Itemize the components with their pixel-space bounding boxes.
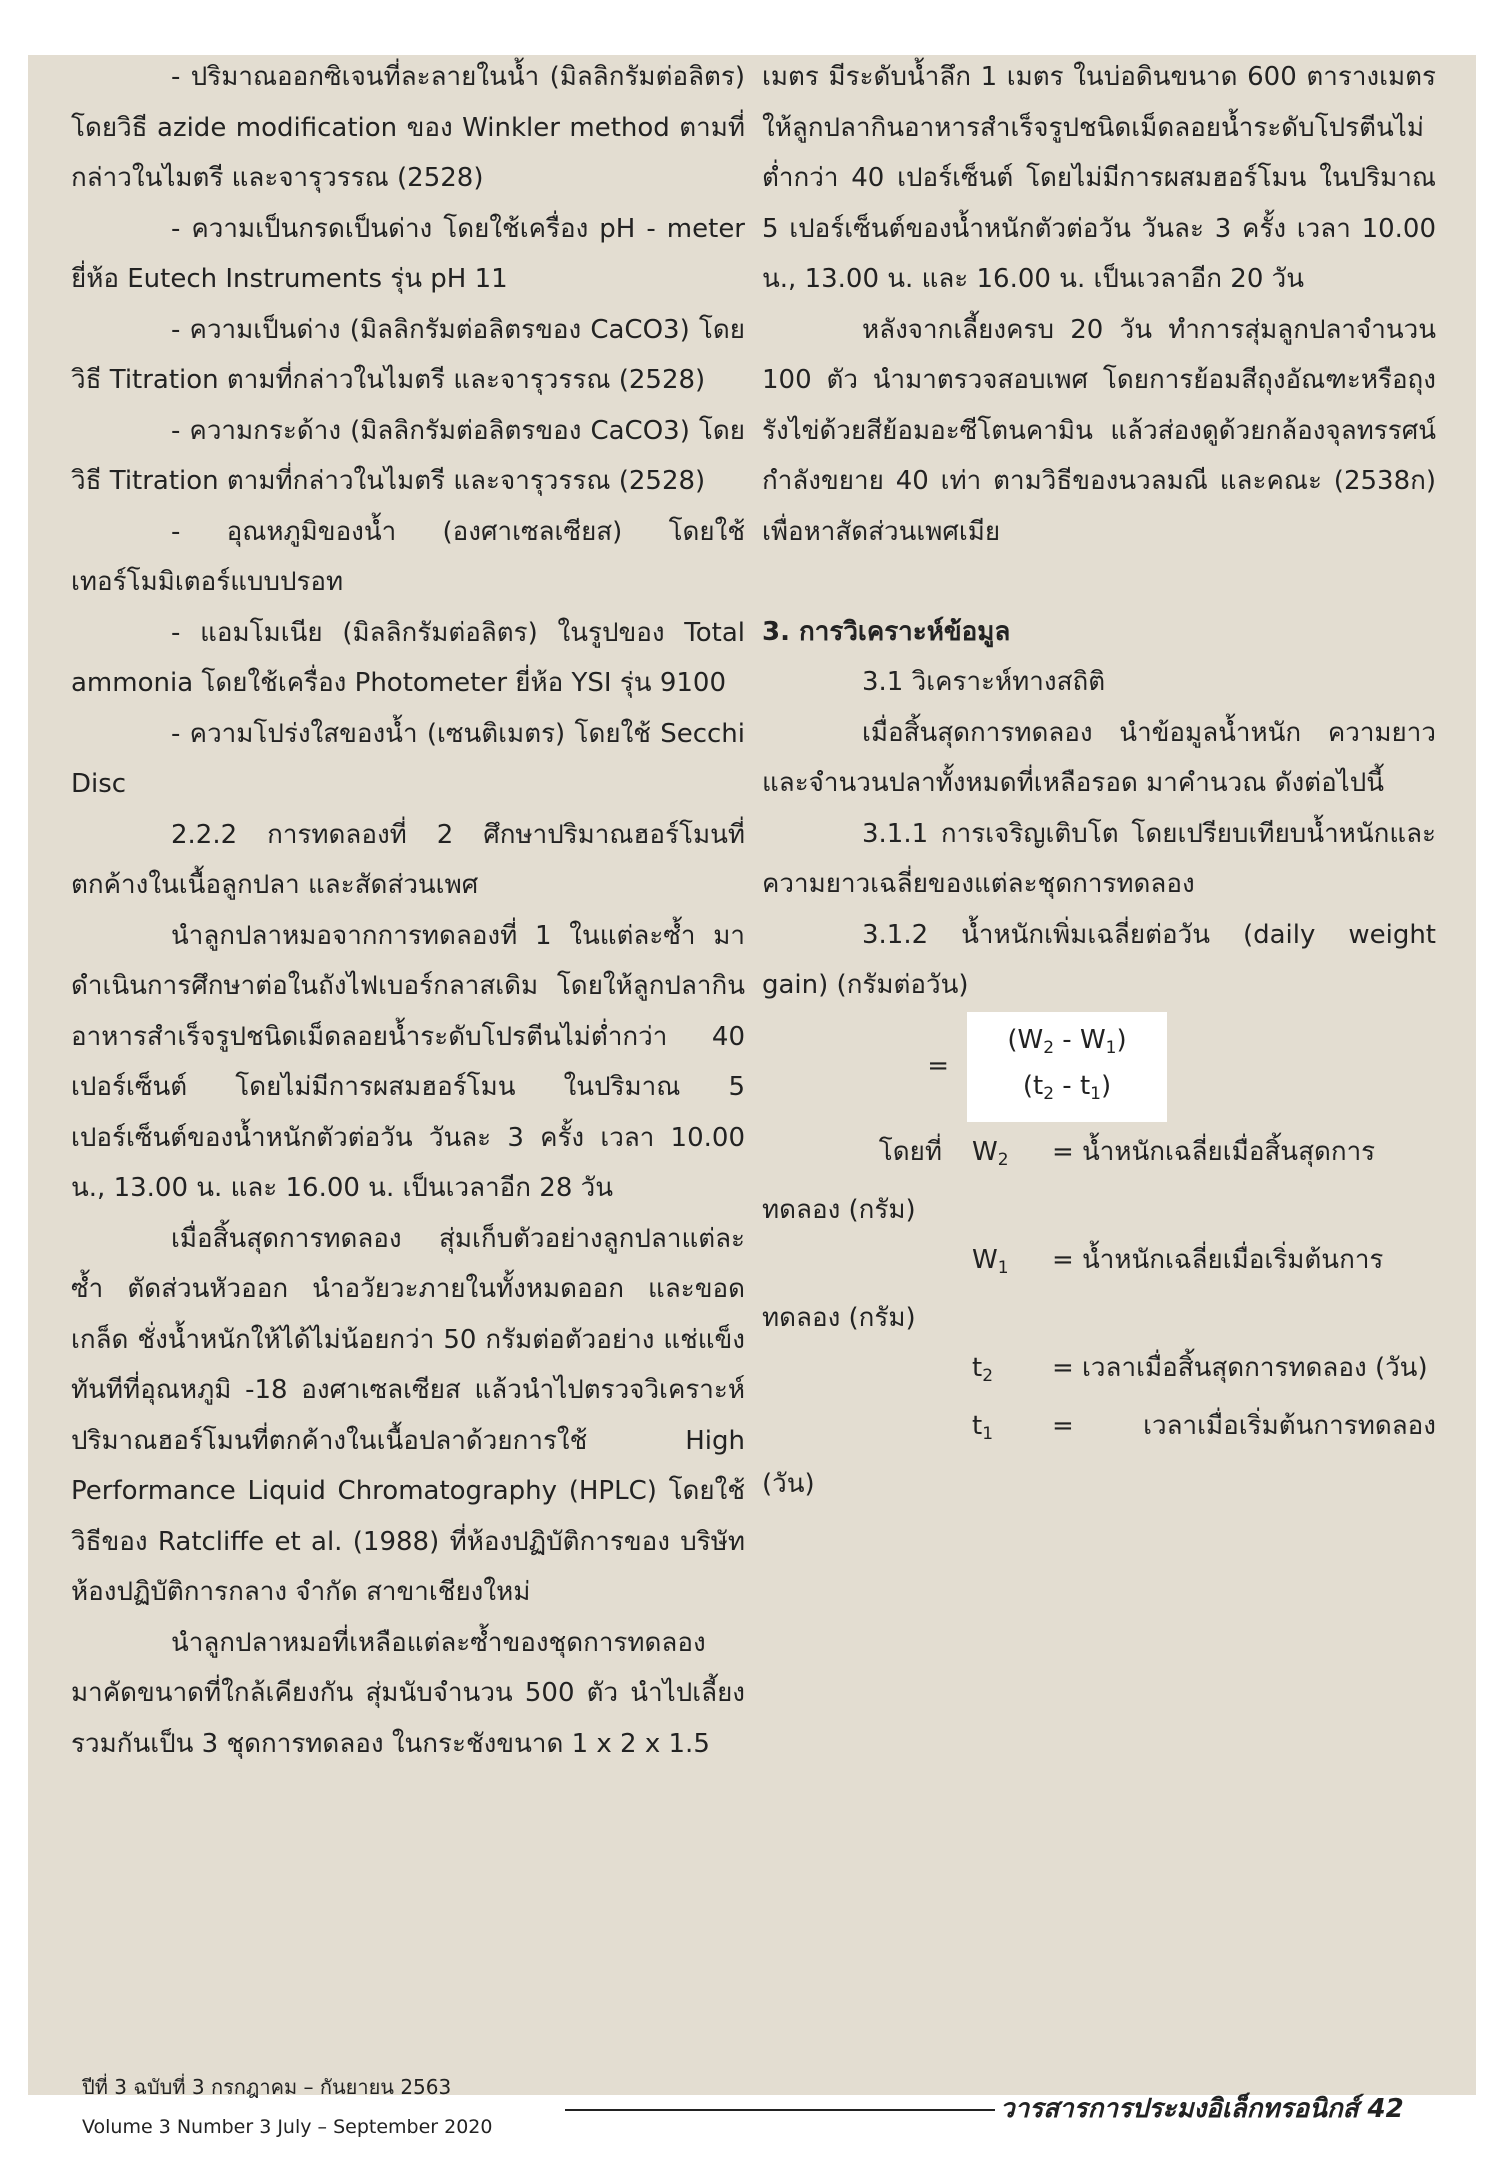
formula-numerator: $(W_2 - W_1)$ xyxy=(1007,1024,1127,1058)
definition-intro: โดยที่ xyxy=(878,1136,942,1167)
definition-equals: = xyxy=(1052,1136,1074,1167)
left-paragraph: - ความเป็นด่าง (มิลลิกรัมต่อลิตรของ CaCO3) โดยวิธี Titration ตามที่กล่าวในไมตรี และจารุวรรณ (2528) xyxy=(71,314,745,395)
formula-denominator: $(t_2 - t_1)$ xyxy=(1022,1070,1112,1104)
definition-t2-text: = เวลาเมื่อสิ้นสุดการทดลอง (วัน) xyxy=(1052,1352,1428,1383)
symbol-t1: $t_1$ xyxy=(972,1410,994,1444)
symbol-w2: $W_2$ xyxy=(972,1136,1009,1170)
footer-issue-thai: ปีที่ 3 ฉบับที่ 3 กรกฎาคม – กันยายน 2563 xyxy=(82,2075,452,2099)
definition-t1-cont: (วัน) xyxy=(762,1468,815,1499)
right-column xyxy=(762,52,1436,1509)
definition-w1-cont: ทดลอง (กรัม) xyxy=(762,1302,916,1333)
left-column xyxy=(71,52,745,1769)
definition-w1-text: น้ำหนักเฉลี่ยเมื่อเริ่มต้นการ xyxy=(1082,1244,1384,1275)
left-paragraph: - ปริมาณออกซิเจนที่ละลายในน้ำ (มิลลิกรัมต่อลิตร) โดยวิธี azide modification ของ Winkler method ตามที่กล่าวในไมตรี และจารุวรรณ (2528) xyxy=(71,62,745,193)
definition-w2-text: น้ำหนักเฉลี่ยเมื่อสิ้นสุดการ xyxy=(1082,1136,1376,1167)
right-mid-paragraph: 3.1 วิเคราะห์ทางสถิติ xyxy=(862,667,1106,697)
definition-t2 xyxy=(762,1343,1436,1401)
daily-weight-gain-formula xyxy=(762,1011,1436,1123)
definition-w1 xyxy=(762,1235,1436,1293)
left-paragraph: - ความเป็นกรดเป็นด่าง โดยใช้เครื่อง pH - meter ยี่ห้อ Eutech Instruments รุ่น pH 11 xyxy=(71,213,745,294)
left-paragraph: - ความโปร่งใสของน้ำ (เซนติเมตร) โดยใช้ Secchi Disc xyxy=(71,718,745,799)
formula-equals: = xyxy=(927,1051,949,1082)
definition-t1-text: = เวลาเมื่อเริ่มต้นการทดลอง xyxy=(1052,1410,1436,1441)
left-paragraph: นำลูกปลาหมอที่เหลือแต่ละซ้ำของชุดการทดลอง มาคัดขนาดที่ใกล้เคียงกัน สุ่มนับจำนวน 500 ตัว นำไปเลี้ยงรวมกันเป็น 3 ชุดการทดลอง ในกระชังขนาด 1 x 2 x 1.5 xyxy=(71,1627,745,1759)
left-paragraph: - อุณหภูมิของน้ำ (องศาเซลเซียส) โดยใช้เทอร์โมมิเตอร์แบบปรอท xyxy=(71,516,745,597)
right-mid-paragraph: 3.1.2 น้ำหนักเพิ่มเฉลี่ยต่อวัน (daily weight gain) (กรัมต่อวัน) xyxy=(762,919,1436,1000)
left-paragraph: นำลูกปลาหมอจากการทดลองที่ 1 ในแต่ละซ้ำ มาดำเนินการศึกษาต่อในถังไฟเบอร์กลาสเดิม โดยให้ลูกปลากินอาหารสำเร็จรูปชนิดเม็ดลอยน้ำระดับโปรตีนไม่ต่ำกว่า 40 เปอร์เซ็นต์ โดยไม่มีการผสมฮอร์โมน ในปริมาณ 5 เปอร์เซ็นต์ของน้ำหนักตัวต่อวัน วันละ 3 ครั้ง เวลา 10.00 น., 13.00 น. และ 16.00 น. เป็นเวลาอีก 28 วัน xyxy=(71,920,745,1203)
definition-w2 xyxy=(762,1127,1436,1185)
right-top-paragraph: หลังจากเลี้ยงครบ 20 วัน ทำการสุ่มลูกปลาจำนวน 100 ตัว นำมาตรวจสอบเพศ โดยการย้อมสีถุงอัณฑะหรือถุงรังไข่ด้วยสีย้อมอะซีโตนคามิน แล้วส่องดูด้วยกล้องจุลทรรศน์กำลังขยาย 40 เท่า ตามวิธีของนวลมณี และคณะ (2538ก) เพื่อหาสัดส่วนเพศเมีย xyxy=(762,314,1436,547)
footer-issue-english: Volume 3 Number 3 July – September 2020 xyxy=(82,2116,493,2138)
formula-definitions xyxy=(762,1127,1436,1509)
right-top-paragraph: เมตร มีระดับน้ำลึก 1 เมตร ในบ่อดินขนาด 600 ตารางเมตร ให้ลูกปลากินอาหารสำเร็จรูปชนิดเม็ดลอยน้ำระดับโปรตีนไม่ต่ำกว่า 40 เปอร์เซ็นต์ โดยไม่มีการผสมฮอร์โมน ในปริมาณ 5 เปอร์เซ็นต์ของน้ำหนักตัวต่อวัน วันละ 3 ครั้ง เวลา 10.00 น., 13.00 น. และ 16.00 น. เป็นเวลาอีก 20 วัน xyxy=(762,62,1436,294)
footer-divider xyxy=(565,2109,995,2111)
formula-fraction xyxy=(967,1012,1167,1122)
right-mid-paragraph: เมื่อสิ้นสุดการทดลอง นำข้อมูลน้ำหนัก ความยาว และจำนวนปลาทั้งหมดที่เหลือรอด มาคำนวณ ดังต่อไปนี้ xyxy=(762,717,1436,798)
left-paragraph: 2.2.2 การทดลองที่ 2 ศึกษาปริมาณฮอร์โมนที่ตกค้างในเนื้อลูกปลา และสัดส่วนเพศ xyxy=(71,819,745,900)
right-mid-paragraph: 3.1.1 การเจริญเติบโต โดยเปรียบเทียบน้ำหนักและความยาวเฉลี่ยของแต่ละชุดการทดลอง xyxy=(762,818,1436,899)
footer-journal-page: วารสารการประมงอิเล็กทรอนิกส์ 42 xyxy=(1000,2094,1404,2124)
left-paragraph: - แอมโมเนีย (มิลลิกรัมต่อลิตร) ในรูปของ Total ammonia โดยใช้เครื่อง Photometer ยี่ห้อ YSI รุ่น 9100 xyxy=(71,617,745,698)
left-paragraph: - ความกระด้าง (มิลลิกรัมต่อลิตรของ CaCO3) โดยวิธี Titration ตามที่กล่าวในไมตรี และจารุวรรณ (2528) xyxy=(71,415,745,496)
definition-w2-cont: ทดลอง (กรัม) xyxy=(762,1194,916,1225)
definition-equals: = xyxy=(1052,1244,1074,1275)
definition-t1 xyxy=(762,1401,1436,1459)
symbol-w1: $W_1$ xyxy=(972,1244,1009,1278)
section-heading: 3. การวิเคราะห์ข้อมูล xyxy=(762,617,1011,647)
left-paragraph: เมื่อสิ้นสุดการทดลอง สุ่มเก็บตัวอย่างลูกปลาแต่ละซ้ำ ตัดส่วนหัวออก นำอวัยวะภายในทั้งหมดออก และขอดเกล็ด ชั่งน้ำหนักให้ได้ไม่น้อยกว่า 50 กรัมต่อตัวอย่าง แช่แข็งทันทีที่อุณหภูมิ -18 องศาเซลเซียส แล้วนำไปตรวจวิเคราะห์ปริมาณฮอร์โมนที่ตกค้างในเนื้อปลาด้วยการใช้ High Performance Liquid Chromatography (HPLC) โดยใช้วิธีของ Ratcliffe et al. (1988) ที่ห้องปฏิบัติการของ บริษัท ห้องปฏิบัติการกลาง จำกัด สาขาเชียงใหม่ xyxy=(71,1223,745,1607)
symbol-t2: $t_2$ xyxy=(972,1352,994,1386)
